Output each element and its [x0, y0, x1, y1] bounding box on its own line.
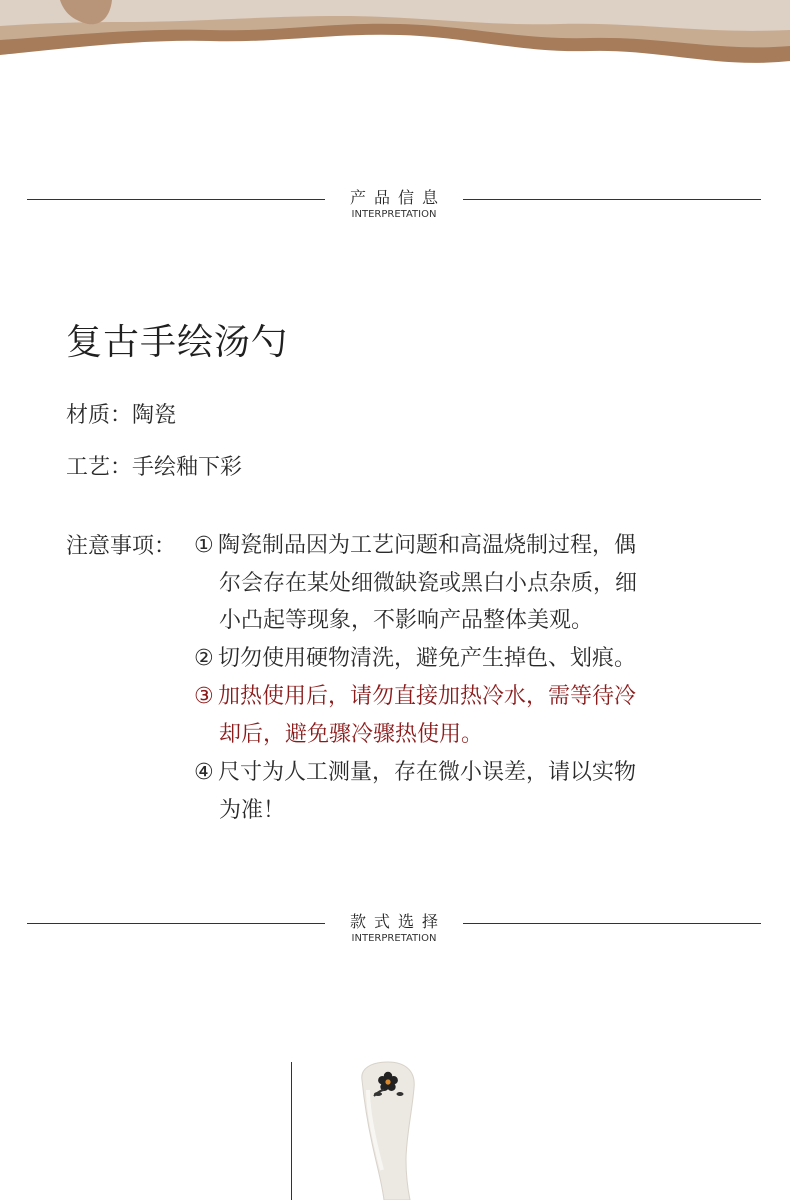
spoon-product-image[interactable] [338, 1060, 448, 1200]
note-item-4 [194, 754, 714, 829]
header-line-right [463, 923, 761, 924]
section-title: 款式选择 [349, 912, 446, 931]
header-line-left [27, 923, 325, 924]
note-number: ① [194, 533, 214, 558]
note-number: ② [194, 646, 214, 671]
note-item-2 [194, 640, 714, 678]
section-header-style-select [0, 905, 790, 955]
material-spec: 材质：陶瓷 [66, 403, 177, 428]
craft-spec: 工艺：手绘釉下彩 [66, 455, 243, 480]
note-text: 切勿使用硬物清洗，避免产生掉色、划痕。 [218, 646, 637, 671]
note-number: ③ [194, 684, 214, 709]
header-line-right [463, 199, 761, 200]
note-text-cont: 却后，避免骤冷骤热使用。 [219, 721, 484, 747]
product-title: 复古手绘汤勺 [66, 322, 289, 363]
note-number: ④ [194, 760, 214, 785]
note-text: 陶瓷制品因为工艺问题和高温烧制过程，偶 [218, 533, 637, 558]
vertical-divider [291, 1062, 292, 1200]
section-subtitle: INTERPRETATION [351, 209, 437, 220]
note-text-cont: 尔会存在某处细微缺瓷或黑白小点杂质，细 [219, 570, 638, 596]
note-text: 加热使用后，请勿直接加热冷水，需等待冷 [218, 684, 637, 709]
top-banner-image [0, 0, 790, 80]
note-text-cont: 为准！ [219, 797, 286, 823]
note-item-1 [194, 527, 714, 640]
section-header-product-info [0, 181, 790, 231]
section-subtitle: INTERPRETATION [351, 933, 437, 944]
section-title: 产品信息 [349, 188, 446, 207]
note-text-cont: 小凸起等现象，不影响产品整体美观。 [219, 608, 594, 633]
header-line-left [27, 199, 325, 200]
notes-label: 注意事项： [66, 534, 177, 559]
note-item-3 [194, 678, 714, 753]
note-text: 尺寸为人工测量，存在微小误差，请以实物 [218, 760, 637, 785]
